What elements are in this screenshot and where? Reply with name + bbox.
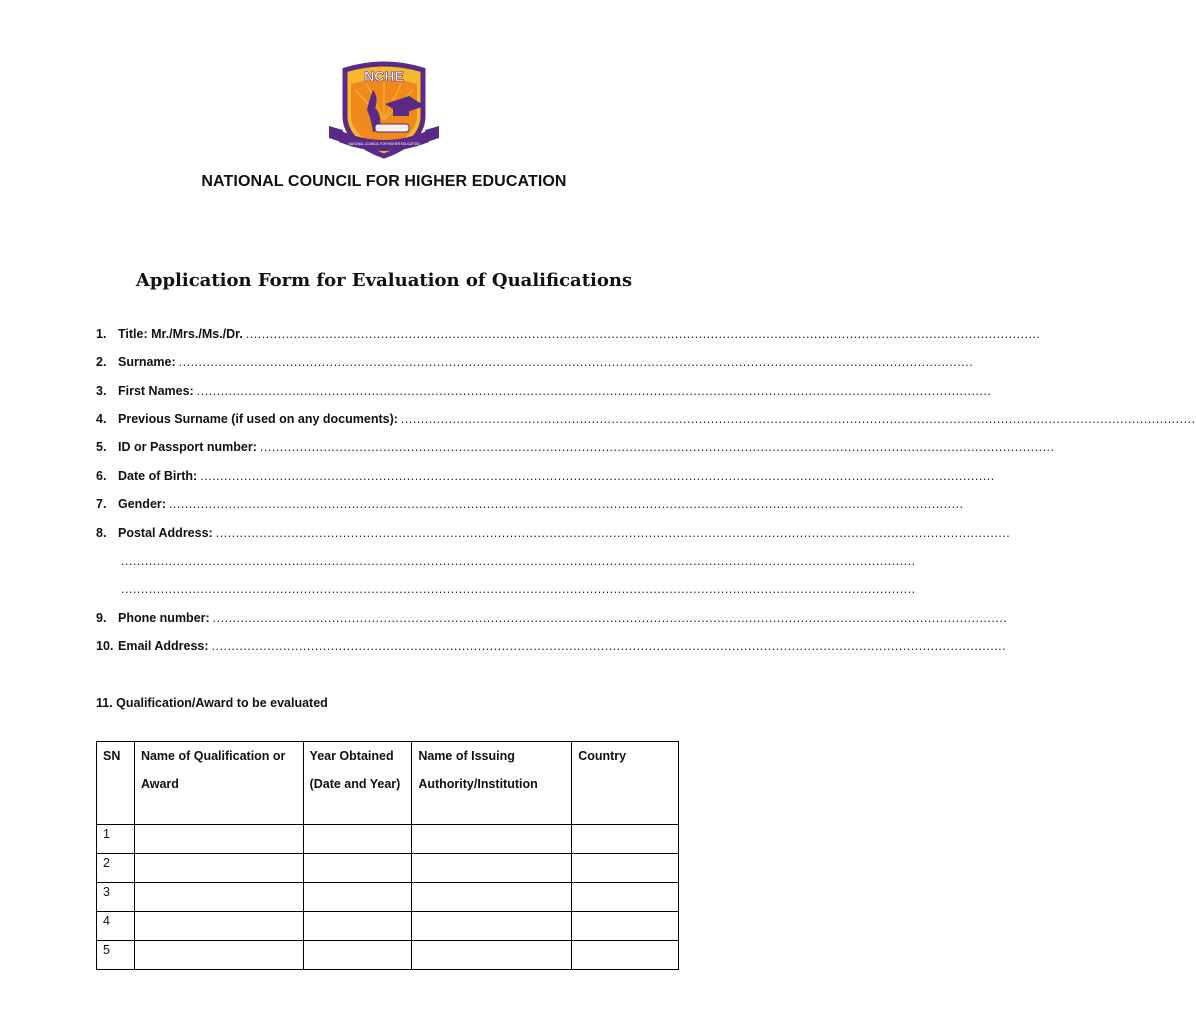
field-postal-address-line-2[interactable]: [96, 554, 916, 574]
fill-line[interactable]: ........................................................................................................................................................................................................: [121, 554, 916, 568]
field-surname[interactable]: [96, 355, 974, 375]
field-label: Surname:: [118, 355, 176, 369]
country-cell[interactable]: [572, 825, 679, 854]
year-cell[interactable]: [303, 825, 412, 854]
field-previous-surname[interactable]: [96, 412, 1196, 432]
column-header-sn: SN: [97, 742, 135, 825]
field-number: 1.: [96, 327, 107, 341]
qualification-cell[interactable]: [134, 854, 303, 883]
table-row: [97, 854, 679, 883]
field-number: 9.: [96, 611, 107, 625]
qualifications-table: [96, 741, 679, 970]
year-cell[interactable]: [303, 854, 412, 883]
authority-cell[interactable]: [412, 941, 572, 970]
country-cell[interactable]: [572, 854, 679, 883]
field-label: First Names:: [118, 384, 194, 398]
table-row: [97, 941, 679, 970]
authority-cell[interactable]: [412, 912, 572, 941]
row-number: 3: [97, 883, 135, 912]
field-date-of-birth[interactable]: [96, 469, 995, 489]
qualification-cell[interactable]: [134, 825, 303, 854]
column-header-year-obtained: Year Obtained (Date and Year): [303, 742, 412, 825]
table-row: [97, 912, 679, 941]
table-header-row: [97, 742, 679, 825]
field-gender[interactable]: [96, 497, 964, 517]
row-number: 4: [97, 912, 135, 941]
field-number: 4.: [96, 412, 107, 426]
field-postal-address-line-3[interactable]: [96, 582, 916, 602]
fill-line[interactable]: ........................................................................................................................................................................................................: [168, 497, 964, 511]
authority-cell[interactable]: [412, 883, 572, 912]
table-row: [97, 883, 679, 912]
year-cell[interactable]: [303, 912, 412, 941]
fill-line[interactable]: ........................................................................................................................................................................................................: [211, 639, 1007, 653]
field-number: 6.: [96, 469, 107, 483]
organization-name: NATIONAL COUNCIL FOR HIGHER EDUCATION: [201, 173, 567, 190]
field-number: 3.: [96, 384, 107, 398]
field-number: 7.: [96, 497, 107, 511]
authority-cell[interactable]: [412, 854, 572, 883]
country-cell[interactable]: [572, 883, 679, 912]
field-label: ID or Passport number:: [118, 440, 257, 454]
fill-line[interactable]: ........................................................................................................................................................................................................: [245, 327, 1041, 341]
authority-cell[interactable]: [412, 825, 572, 854]
field-label: Phone number:: [118, 611, 210, 625]
fill-line[interactable]: ........................................................................................................................................................................................................: [178, 355, 974, 369]
fill-line[interactable]: ........................................................................................................................................................................................................: [121, 582, 916, 596]
year-cell[interactable]: [303, 883, 412, 912]
qualification-cell[interactable]: [134, 912, 303, 941]
column-header-qualification: Name of Qualification or Award: [134, 742, 303, 825]
year-cell[interactable]: [303, 941, 412, 970]
fill-line[interactable]: ........................................................................................................................................................................................................: [215, 526, 1011, 540]
country-cell[interactable]: [572, 941, 679, 970]
logo-ribbon-text: NATIONAL COUNCIL FOR HIGHER EDUCATION: [348, 142, 420, 146]
field-title[interactable]: [96, 327, 1041, 347]
row-number: 2: [97, 854, 135, 883]
field-first-names[interactable]: [96, 384, 992, 404]
field-id-passport[interactable]: [96, 440, 1055, 460]
field-label: Title: Mr./Mrs./Ms./Dr.: [118, 327, 243, 341]
field-label: Postal Address:: [118, 526, 213, 540]
field-label: Email Address:: [118, 639, 209, 653]
field-label: Gender:: [118, 497, 166, 511]
field-postal-address[interactable]: [96, 526, 1011, 546]
fill-line[interactable]: ........................................................................................................................................................................................................: [212, 611, 1008, 625]
qualification-cell[interactable]: [134, 883, 303, 912]
field-number: 5.: [96, 440, 107, 454]
qualification-cell[interactable]: [134, 941, 303, 970]
row-number: 1: [97, 825, 135, 854]
fill-line[interactable]: ........................................................................................................................................................................................................: [200, 469, 995, 483]
field-number: 10.: [96, 639, 114, 653]
fill-line[interactable]: ........................................................................................................................................................................................................: [400, 412, 1196, 426]
logo-acronym: NCHE: [364, 68, 404, 84]
form-title: Application Form for Evaluation of Qualifications: [135, 270, 633, 291]
nche-logo: [327, 60, 441, 160]
column-header-issuing-authority: Name of Issuing Authority/Institution: [412, 742, 572, 825]
field-number: 8.: [96, 526, 107, 540]
field-label: Previous Surname (if used on any documents):: [118, 412, 398, 426]
column-header-country: Country: [572, 742, 679, 825]
field-phone-number[interactable]: [96, 611, 1008, 631]
fill-line[interactable]: ........................................................................................................................................................................................................: [259, 440, 1055, 454]
fill-line[interactable]: ........................................................................................................................................................................................................: [196, 384, 992, 398]
country-cell[interactable]: [572, 912, 679, 941]
table-row: [97, 825, 679, 854]
field-number: 2.: [96, 355, 107, 369]
field-email-address[interactable]: [96, 639, 1007, 659]
row-number: 5: [97, 941, 135, 970]
field-label: Date of Birth:: [118, 469, 198, 483]
section-11-label: 11. Qualification/Award to be evaluated: [96, 696, 328, 710]
